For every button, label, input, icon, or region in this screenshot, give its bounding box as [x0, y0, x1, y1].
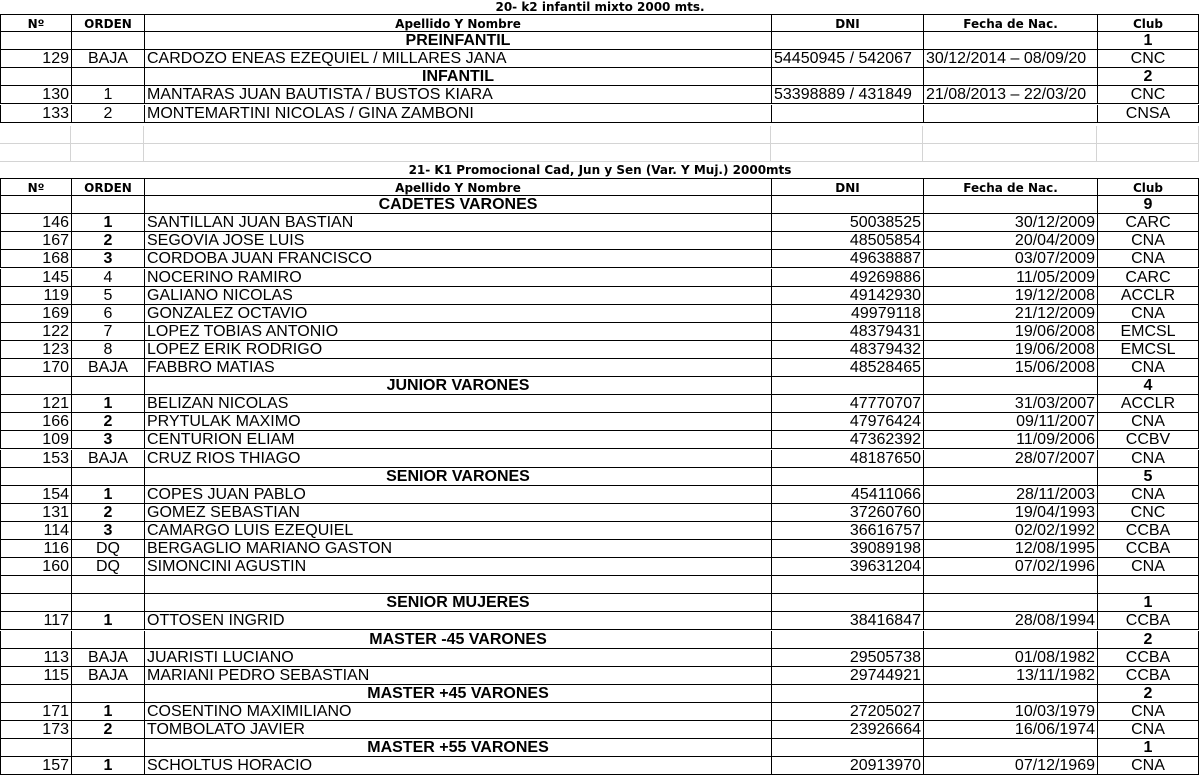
entry-club: CARC	[1097, 214, 1199, 232]
entry-order: 2	[71, 232, 144, 250]
entry-dni: 50038525	[771, 214, 923, 232]
entry-dni: 48528465	[771, 359, 923, 377]
grid-cell	[771, 144, 923, 162]
grid-cell	[144, 144, 771, 162]
entry-order: 1	[71, 703, 144, 721]
entry-order: DQ	[71, 558, 144, 576]
entry-birthdate: 19/06/2008	[923, 323, 1097, 341]
entry-number: 114	[0, 522, 71, 540]
table-row	[0, 395, 1200, 413]
entry-club: CNC	[1097, 504, 1199, 522]
fecha-cell	[923, 68, 1097, 86]
fecha-cell	[923, 196, 1097, 214]
blank-grid-row	[0, 126, 1200, 144]
num-cell	[0, 468, 71, 486]
column-header-orden: ORDEN	[71, 178, 144, 196]
category-label: CADETES VARONES	[144, 196, 771, 214]
entry-order: 1	[71, 395, 144, 413]
grid-cell	[771, 126, 923, 144]
entry-dni: 48505854	[771, 232, 923, 250]
category-row	[0, 594, 1200, 612]
entry-name: COSENTINO MAXIMILIANO	[144, 703, 771, 721]
category-label: PREINFANTIL	[144, 32, 771, 50]
grid-cell	[0, 126, 71, 144]
fecha-cell	[923, 685, 1097, 703]
table-row	[0, 105, 1200, 123]
entry-number: 116	[0, 540, 71, 558]
entry-birthdate: 30/12/2009	[923, 214, 1097, 232]
entry-dni: 29744921	[771, 667, 923, 685]
category-row	[0, 685, 1200, 703]
entry-dni: 49638887	[771, 250, 923, 268]
dni-cell	[771, 68, 923, 86]
entry-name: MONTEMARTINI NICOLAS / GINA ZAMBONI	[144, 105, 771, 123]
entry-name: SCHOLTUS HORACIO	[144, 757, 771, 775]
section2-header-row	[0, 178, 1200, 196]
table-row	[0, 305, 1200, 323]
num-cell	[0, 68, 71, 86]
grid-cell	[923, 126, 1097, 144]
entry-name: GONZALEZ OCTAVIO	[144, 305, 771, 323]
category-count: 1	[1097, 594, 1199, 612]
entry-number: 129	[0, 50, 71, 68]
orden-cell	[71, 68, 144, 86]
entry-name: JUARISTI LUCIANO	[144, 649, 771, 667]
entry-number: 160	[0, 558, 71, 576]
table-row	[0, 612, 1200, 630]
entry-birthdate: 15/06/2008	[923, 359, 1097, 377]
entry-club: CNA	[1097, 359, 1199, 377]
entry-birthdate: 19/04/1993	[923, 504, 1097, 522]
entry-club: CNA	[1097, 232, 1199, 250]
category-label: INFANTIL	[144, 68, 771, 86]
entry-order: BAJA	[71, 667, 144, 685]
fecha-cell	[923, 739, 1097, 757]
column-header-num: Nº	[0, 178, 71, 196]
entry-number: 171	[0, 703, 71, 721]
entry-order: 4	[71, 269, 144, 287]
entry-club: CCBA	[1097, 612, 1199, 630]
club-cell	[1097, 576, 1199, 594]
column-header-club: Club	[1097, 178, 1199, 196]
fecha-cell	[923, 468, 1097, 486]
dni-cell	[771, 576, 923, 594]
entry-dni: 48379432	[771, 341, 923, 359]
table-row	[0, 86, 1200, 104]
category-count: 2	[1097, 685, 1199, 703]
dni-cell	[771, 32, 923, 50]
table-row	[0, 450, 1200, 468]
num-cell	[0, 685, 71, 703]
orden-cell	[71, 377, 144, 395]
num-cell	[0, 576, 71, 594]
orden-cell	[71, 196, 144, 214]
category-label: MASTER +55 VARONES	[144, 739, 771, 757]
entry-number: 119	[0, 287, 71, 305]
entry-birthdate: 19/12/2008	[923, 287, 1097, 305]
entry-dni: 48187650	[771, 450, 923, 468]
entry-number: 166	[0, 413, 71, 431]
entry-name: OTTOSEN INGRID	[144, 612, 771, 630]
nombre-cell	[144, 576, 771, 594]
category-count: 4	[1097, 377, 1199, 395]
entry-club: CNA	[1097, 757, 1199, 775]
column-header-dni: DNI	[771, 14, 923, 32]
dni-cell	[771, 739, 923, 757]
entry-number: 117	[0, 612, 71, 630]
fecha-cell	[923, 32, 1097, 50]
table-row	[0, 413, 1200, 431]
entry-order: 1	[71, 612, 144, 630]
section1-title-row	[0, 0, 1200, 14]
grid-cell	[144, 126, 771, 144]
orden-cell	[71, 594, 144, 612]
orden-cell	[71, 468, 144, 486]
column-header-club: Club	[1097, 14, 1199, 32]
entry-birthdate: 20/04/2009	[923, 232, 1097, 250]
fecha-cell	[923, 377, 1097, 395]
entry-number: 145	[0, 269, 71, 287]
entry-birthdate: 28/07/2007	[923, 450, 1097, 468]
num-cell	[0, 594, 71, 612]
entry-number: 122	[0, 323, 71, 341]
entry-birthdate	[923, 105, 1097, 123]
num-cell	[0, 739, 71, 757]
dni-cell	[771, 594, 923, 612]
table-row	[0, 287, 1200, 305]
table-row	[0, 214, 1200, 232]
entry-order: 2	[71, 721, 144, 739]
column-header-dni: DNI	[771, 178, 923, 196]
entry-number: 133	[0, 105, 71, 123]
entry-birthdate: 11/09/2006	[923, 431, 1097, 449]
entry-birthdate: 10/03/1979	[923, 703, 1097, 721]
blank-grid-row	[0, 144, 1200, 162]
entry-dni: 39631204	[771, 558, 923, 576]
entry-order: DQ	[71, 540, 144, 558]
section1-title: 20- k2 infantil mixto 2000 mts.	[495, 0, 705, 14]
entry-club: CNC	[1097, 50, 1199, 68]
table-row	[0, 486, 1200, 504]
entry-number: 157	[0, 757, 71, 775]
entry-number: 173	[0, 721, 71, 739]
entry-birthdate: 09/11/2007	[923, 413, 1097, 431]
num-cell	[0, 196, 71, 214]
entry-name: CENTURION ELIAM	[144, 431, 771, 449]
entry-club: CNSA	[1097, 105, 1199, 123]
entry-order: BAJA	[71, 50, 144, 68]
entry-name: SEGOVIA JOSE LUIS	[144, 232, 771, 250]
entry-number: 115	[0, 667, 71, 685]
entry-birthdate: 21/08/2013 – 22/03/20	[923, 86, 1097, 104]
category-label: MASTER +45 VARONES	[144, 685, 771, 703]
entry-birthdate: 12/08/1995	[923, 540, 1097, 558]
entry-dni: 49142930	[771, 287, 923, 305]
entry-club: CNA	[1097, 558, 1199, 576]
entry-order: 1	[71, 214, 144, 232]
category-row	[0, 196, 1200, 214]
orden-cell	[71, 685, 144, 703]
dni-cell	[771, 196, 923, 214]
entry-number: 167	[0, 232, 71, 250]
category-row	[0, 739, 1200, 757]
table-row	[0, 649, 1200, 667]
category-count: 9	[1097, 196, 1199, 214]
entry-club: ACCLR	[1097, 287, 1199, 305]
entry-number: 131	[0, 504, 71, 522]
entry-number: 169	[0, 305, 71, 323]
grid-cell	[71, 144, 144, 162]
grid-cell	[923, 144, 1097, 162]
entry-birthdate: 28/08/1994	[923, 612, 1097, 630]
entry-dni: 45411066	[771, 486, 923, 504]
category-label: MASTER -45 VARONES	[144, 631, 771, 649]
entry-dni: 20913970	[771, 757, 923, 775]
entry-name: CARDOZO ENEAS EZEQUIEL / MILLARES JANA	[144, 50, 771, 68]
category-count: 1	[1097, 32, 1199, 50]
entry-dni	[771, 105, 923, 123]
entry-order: 1	[71, 86, 144, 104]
entry-dni: 49269886	[771, 269, 923, 287]
entry-dni: 27205027	[771, 703, 923, 721]
entry-club: CCBA	[1097, 667, 1199, 685]
dni-cell	[771, 631, 923, 649]
entry-name: CRUZ RIOS THIAGO	[144, 450, 771, 468]
section1-header-row	[0, 14, 1200, 32]
entry-dni: 38416847	[771, 612, 923, 630]
entry-order: BAJA	[71, 359, 144, 377]
category-row	[0, 377, 1200, 395]
entry-club: CNA	[1097, 721, 1199, 739]
table-row	[0, 431, 1200, 449]
table-row	[0, 558, 1200, 576]
orden-cell	[71, 631, 144, 649]
entry-order: 2	[71, 413, 144, 431]
entry-name: TOMBOLATO JAVIER	[144, 721, 771, 739]
entry-number: 130	[0, 86, 71, 104]
entry-order: 2	[71, 105, 144, 123]
category-label: JUNIOR VARONES	[144, 377, 771, 395]
entry-name: SANTILLAN JUAN BASTIAN	[144, 214, 771, 232]
column-header-fecha: Fecha de Nac.	[923, 178, 1097, 196]
entry-name: COPES JUAN PABLO	[144, 486, 771, 504]
entry-order: 3	[71, 250, 144, 268]
entry-name: SIMONCINI AGUSTIN	[144, 558, 771, 576]
entry-birthdate: 01/08/1982	[923, 649, 1097, 667]
entry-dni: 48379431	[771, 323, 923, 341]
category-label: SENIOR VARONES	[144, 468, 771, 486]
entry-club: CCBA	[1097, 649, 1199, 667]
entry-club: EMCSL	[1097, 341, 1199, 359]
table-row	[0, 250, 1200, 268]
entry-name: BELIZAN NICOLAS	[144, 395, 771, 413]
entry-dni: 23926664	[771, 721, 923, 739]
entry-club: CNA	[1097, 703, 1199, 721]
entry-number: 109	[0, 431, 71, 449]
num-cell	[0, 631, 71, 649]
fecha-cell	[923, 576, 1097, 594]
entry-name: NOCERINO RAMIRO	[144, 269, 771, 287]
entry-number: 123	[0, 341, 71, 359]
category-label: SENIOR MUJERES	[144, 594, 771, 612]
entry-club: CARC	[1097, 269, 1199, 287]
num-cell	[0, 377, 71, 395]
grid-cell	[1097, 126, 1199, 144]
table-row	[0, 757, 1200, 775]
entry-club: CNA	[1097, 250, 1199, 268]
entry-club: CNC	[1097, 86, 1199, 104]
entry-number: 170	[0, 359, 71, 377]
entry-name: PRYTULAK MAXIMO	[144, 413, 771, 431]
grid-cell	[0, 144, 71, 162]
entry-birthdate: 31/03/2007	[923, 395, 1097, 413]
entry-name: MARIANI PEDRO SEBASTIAN	[144, 667, 771, 685]
entry-club: CNA	[1097, 305, 1199, 323]
entry-club: ACCLR	[1097, 395, 1199, 413]
entry-birthdate: 30/12/2014 – 08/09/20	[923, 50, 1097, 68]
grid-cell	[1097, 144, 1199, 162]
entry-name: LOPEZ ERIK RODRIGO	[144, 341, 771, 359]
entry-name: CORDOBA JUAN FRANCISCO	[144, 250, 771, 268]
table-row	[0, 667, 1200, 685]
entry-club: CCBV	[1097, 431, 1199, 449]
entry-name: GALIANO NICOLAS	[144, 287, 771, 305]
category-row	[0, 631, 1200, 649]
table-row	[0, 359, 1200, 377]
grid-cell	[71, 126, 144, 144]
entry-order: 3	[71, 522, 144, 540]
fecha-cell	[923, 594, 1097, 612]
orden-cell	[71, 576, 144, 594]
entry-birthdate: 07/12/1969	[923, 757, 1097, 775]
category-row	[0, 468, 1200, 486]
category-count: 1	[1097, 739, 1199, 757]
num-cell	[0, 32, 71, 50]
entry-order: 7	[71, 323, 144, 341]
entry-dni: 53398889 / 431849	[771, 86, 923, 104]
entry-club: CNA	[1097, 413, 1199, 431]
orden-cell	[71, 32, 144, 50]
table-row	[0, 232, 1200, 250]
entry-club: CCBA	[1097, 522, 1199, 540]
entry-dni: 49979118	[771, 305, 923, 323]
table-row	[0, 323, 1200, 341]
entry-name: CAMARGO LUIS EZEQUIEL	[144, 522, 771, 540]
section2-title-row	[0, 162, 1200, 178]
entry-name: MANTARAS JUAN BAUTISTA / BUSTOS KIARA	[144, 86, 771, 104]
entry-dni: 54450945 / 542067	[771, 50, 923, 68]
entry-order: 5	[71, 287, 144, 305]
entry-birthdate: 21/12/2009	[923, 305, 1097, 323]
entry-name: LOPEZ TOBIAS ANTONIO	[144, 323, 771, 341]
entry-dni: 47976424	[771, 413, 923, 431]
entry-club: EMCSL	[1097, 323, 1199, 341]
table-row	[0, 522, 1200, 540]
entry-dni: 37260760	[771, 504, 923, 522]
table-row	[0, 540, 1200, 558]
category-row	[0, 32, 1200, 50]
entry-birthdate: 11/05/2009	[923, 269, 1097, 287]
entry-club: CNA	[1097, 450, 1199, 468]
table-row	[0, 341, 1200, 359]
entry-order: 3	[71, 431, 144, 449]
dni-cell	[771, 377, 923, 395]
entry-name: GOMEZ SEBASTIAN	[144, 504, 771, 522]
column-header-num: Nº	[0, 14, 71, 32]
entry-name: FABBRO MATIAS	[144, 359, 771, 377]
entry-order: 8	[71, 341, 144, 359]
entry-name: BERGAGLIO MARIANO GASTON	[144, 540, 771, 558]
entry-dni: 47362392	[771, 431, 923, 449]
fecha-cell	[923, 631, 1097, 649]
entry-order: BAJA	[71, 649, 144, 667]
entry-birthdate: 16/06/1974	[923, 721, 1097, 739]
column-header-nombre: Apellido Y Nombre	[144, 178, 771, 196]
table-row	[0, 269, 1200, 287]
section2-title: 21- K1 Promocional Cad, Jun y Sen (Var. Y Muj.) 2000mts	[408, 163, 792, 177]
table-row	[0, 504, 1200, 522]
entry-order: 2	[71, 504, 144, 522]
column-header-fecha: Fecha de Nac.	[923, 14, 1097, 32]
column-header-orden: ORDEN	[71, 14, 144, 32]
entry-order: 1	[71, 486, 144, 504]
entry-number: 168	[0, 250, 71, 268]
dni-cell	[771, 468, 923, 486]
entry-number: 121	[0, 395, 71, 413]
entry-birthdate: 19/06/2008	[923, 341, 1097, 359]
entry-dni: 36616757	[771, 522, 923, 540]
dni-cell	[771, 685, 923, 703]
entry-order: 6	[71, 305, 144, 323]
entry-birthdate: 13/11/1982	[923, 667, 1097, 685]
category-count: 2	[1097, 631, 1199, 649]
entry-dni: 29505738	[771, 649, 923, 667]
entry-club: CCBA	[1097, 540, 1199, 558]
entry-club: CNA	[1097, 486, 1199, 504]
table-row	[0, 703, 1200, 721]
entry-dni: 47770707	[771, 395, 923, 413]
table-row	[0, 721, 1200, 739]
orden-cell	[71, 739, 144, 757]
category-count: 5	[1097, 468, 1199, 486]
entry-order: 1	[71, 757, 144, 775]
entry-birthdate: 28/11/2003	[923, 486, 1097, 504]
entry-order: BAJA	[71, 450, 144, 468]
category-count: 2	[1097, 68, 1199, 86]
table-row	[0, 50, 1200, 68]
entry-number: 154	[0, 486, 71, 504]
entry-birthdate: 03/07/2009	[923, 250, 1097, 268]
entry-birthdate: 07/02/1996	[923, 558, 1097, 576]
column-header-nombre: Apellido Y Nombre	[144, 14, 771, 32]
entry-dni: 39089198	[771, 540, 923, 558]
entry-number: 146	[0, 214, 71, 232]
entry-number: 113	[0, 649, 71, 667]
category-row	[0, 68, 1200, 86]
blank-row	[0, 576, 1200, 594]
entry-number: 153	[0, 450, 71, 468]
entry-birthdate: 02/02/1992	[923, 522, 1097, 540]
